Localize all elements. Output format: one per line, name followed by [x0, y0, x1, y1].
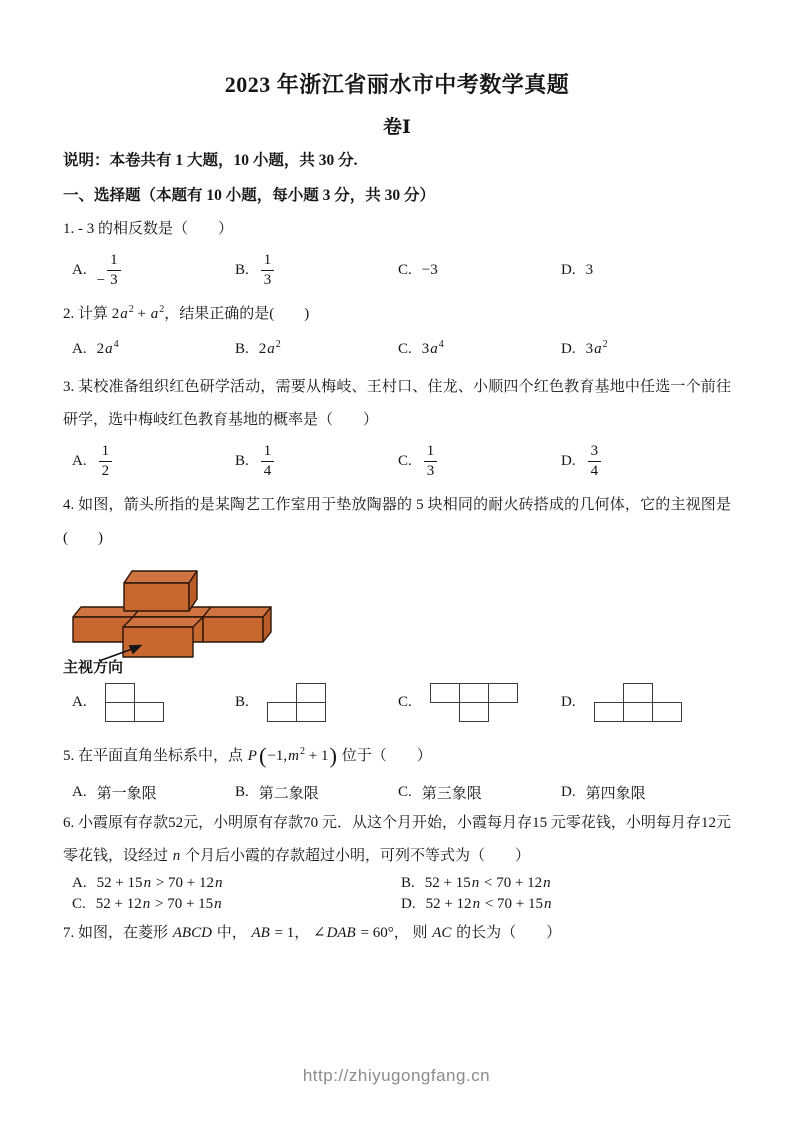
option-label: A.: [72, 694, 87, 711]
option-value: $2a^2$: [258, 339, 281, 358]
option-label: C.: [398, 262, 412, 279]
question-6-options-row-1: [63, 875, 731, 892]
option-value: 52 + 12n > 70 + 15n: [95, 896, 222, 913]
question-2-option-c: [398, 341, 561, 358]
option-label: B.: [235, 262, 249, 279]
option-label: A.: [72, 784, 87, 801]
option-value: $\frac{1}{4}$: [259, 443, 277, 481]
option-label: A.: [72, 262, 87, 279]
question-1-option-a: [72, 252, 235, 290]
question-1: [63, 213, 731, 294]
question-3: [63, 371, 731, 485]
question-4-option-b: [235, 683, 398, 722]
option-value: 52 + 15n > 70 + 12n: [96, 875, 223, 892]
question-1-option-b: [235, 252, 398, 290]
question-2-option-b: [235, 341, 398, 358]
question-4-option-a: [72, 683, 235, 722]
question-3-options: [63, 439, 731, 485]
pottery-bricks-figure-svg: [63, 559, 277, 675]
view-direction-label: 主视方向: [63, 659, 124, 675]
watermark-url: http://zhiyugongfang.cn: [302, 1066, 491, 1085]
question-6-option-c: [72, 896, 401, 913]
question-2-option-a: [72, 341, 235, 358]
option-value: $\frac{3}{4}$: [586, 443, 604, 481]
section-heading: 一、选择题（本题有 10 小题，每小题 3 分，共 30 分）: [63, 187, 436, 205]
question-6-option-a: [72, 875, 401, 892]
option-label: D.: [561, 784, 576, 801]
question-2-stem: 2. 计算 $2a^2 + a^2$，结果正确的是( ): [63, 303, 310, 322]
question-5: [63, 731, 731, 804]
question-5-option-b: [235, 782, 398, 803]
question-6-option-d: [401, 896, 730, 913]
question-1-option-d: [561, 262, 724, 279]
option-value: $3a^4$: [421, 339, 444, 358]
question-4-option-a-shape: [105, 683, 164, 722]
question-5-stem: 5. 在平面直角坐标系中，点 $P(-1,m^2 + 1)$ 位于（ ）: [63, 742, 432, 768]
question-6-options-row-2: [63, 896, 731, 913]
question-6: [63, 807, 731, 913]
option-label: D.: [561, 694, 576, 711]
question-1-option-c: [398, 262, 561, 279]
option-value: 第一象限: [96, 786, 157, 803]
question-4: [63, 489, 731, 727]
question-3-option-d: [561, 443, 724, 481]
option-label: A.: [72, 341, 87, 358]
option-value: $2a^4$: [96, 339, 119, 358]
question-4-option-c: [398, 683, 561, 722]
option-label: D.: [401, 896, 416, 913]
option-label: C.: [398, 341, 412, 358]
option-value: 52 + 15n < 70 + 12n: [424, 875, 551, 892]
option-value: 3: [585, 262, 594, 279]
option-label: A.: [72, 453, 87, 470]
question-6-option-b: [401, 875, 730, 892]
option-value: 第二象限: [258, 786, 319, 803]
question-4-options: [63, 679, 731, 727]
question-3-option-b: [235, 443, 398, 481]
question-4-option-d-shape: [594, 683, 682, 722]
question-3-option-a: [72, 443, 235, 481]
question-6-stem: 6. 小霞原有存款52元，小明原有存款70 元．从这个月开始，小霞每月存15 元零花钱，小明每月存12元零花钱，设经过 n 个月后小霞的存款超过小明，可列不等式为（ ）: [63, 815, 731, 865]
question-5-option-d: [561, 782, 724, 803]
option-label: C.: [398, 784, 412, 801]
question-2-option-d: [561, 341, 724, 358]
option-value: 第三象限: [421, 786, 482, 803]
option-label: B.: [235, 694, 249, 711]
question-7: [63, 917, 731, 950]
page-title: 2023 年浙江省丽水市中考数学真题: [224, 72, 570, 97]
option-label: C.: [398, 694, 412, 711]
option-label: B.: [235, 341, 249, 358]
volume-heading: 卷Ⅰ: [383, 117, 411, 138]
option-label: B.: [235, 453, 249, 470]
option-value: $\frac{1}{3}$: [422, 443, 440, 481]
option-value: $3a^2$: [585, 339, 608, 358]
question-3-stem: 3. 某校准备组织红色研学活动，需要从梅岐、王村口、住龙、小顺四个红色教育基地中任选一个前往研学，选中梅岐红色教育基地的概率是（ ）: [63, 378, 731, 428]
question-2: [63, 298, 731, 367]
option-label: B.: [235, 784, 249, 801]
question-4-option-b-shape: [267, 683, 326, 722]
option-value: $\frac{1}{3}$: [259, 252, 277, 290]
question-3-option-c: [398, 443, 561, 481]
pottery-bricks-figure: [63, 559, 731, 677]
question-5-option-c: [398, 782, 561, 803]
question-4-option-c-shape: [430, 683, 518, 722]
question-5-option-a: [72, 782, 235, 803]
option-value: −3: [421, 262, 438, 279]
question-4-option-d: [561, 683, 724, 722]
exam-note: 说明：本卷共有 1 大题，10 小题，共 30 分.: [63, 152, 358, 169]
option-value: − $\frac{1}{3}$: [97, 252, 123, 290]
question-2-options: [63, 333, 731, 367]
question-1-stem: 1. - 3 的相反数是（ ）: [63, 220, 233, 237]
option-value: 第四象限: [585, 786, 646, 803]
option-value: 52 + 12n < 70 + 15n: [425, 896, 552, 913]
option-label: D.: [561, 262, 576, 279]
option-value: $\frac{1}{2}$: [97, 443, 115, 481]
question-7-stem: 7. 如图，在菱形 ABCD 中， AB = 1， ∠DAB = 60°， 则 AC 的长为（ ）: [63, 925, 562, 942]
brick-top: [124, 571, 197, 611]
option-label: C.: [398, 453, 412, 470]
option-label: A.: [72, 875, 87, 892]
question-1-options: [63, 248, 731, 294]
option-label: D.: [561, 453, 576, 470]
brick-right: [203, 607, 271, 642]
question-4-stem: 4. 如图，箭头所指的是某陶艺工作室用于垫放陶器的 5 块相同的耐火砖搭成的几何体，它的主视图是( ): [63, 496, 731, 546]
option-label: B.: [401, 875, 415, 892]
question-5-options: [63, 782, 731, 803]
option-label: C.: [72, 896, 86, 913]
option-label: D.: [561, 341, 576, 358]
